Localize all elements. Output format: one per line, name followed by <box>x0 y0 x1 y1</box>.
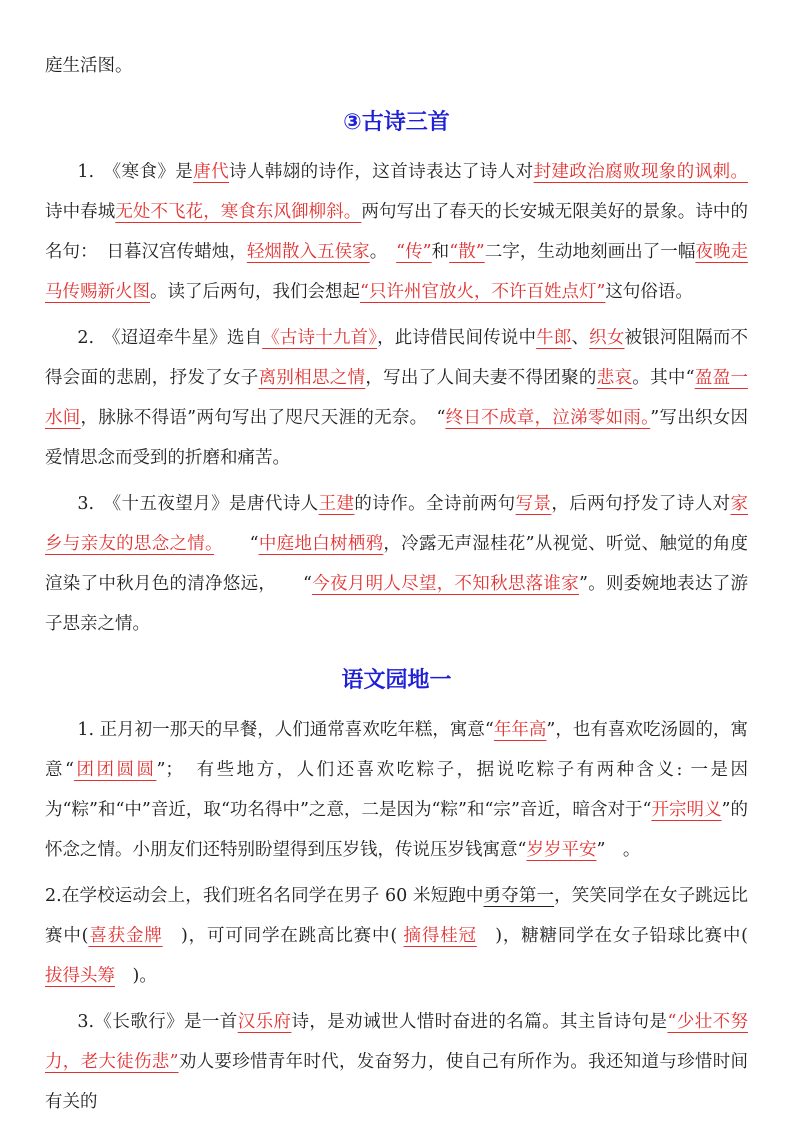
text-run: )，糖糖同学在女子铅球比赛中( <box>476 926 766 946</box>
text-run: ”的怀念之情。小朋友们还特别盼望得到压岁钱，传说压岁钱寓意“ <box>45 800 748 860</box>
text-run: 的诗作。全诗前两句 <box>354 494 516 514</box>
text-run: 3.《长歌行》是一首 <box>77 1012 238 1032</box>
text-run: 中庭地白树栖鸦 <box>258 534 384 554</box>
text-run: ，脉脉不得语”两句写出了咫尺天涯的无奈。 “ <box>80 408 446 428</box>
paragraph <box>45 152 748 312</box>
text-run: ，冷露无声湿桂花”从视觉、听觉、触觉的角度渲染了中秋月色的清净悠远， “ <box>45 534 749 594</box>
text-run: ”，也有喜欢吃汤圆的，寓意“ <box>45 720 748 780</box>
text-run: 拔得头筹 <box>45 966 115 986</box>
text-run: “只许州官放火，不许百姓点灯” <box>360 282 606 302</box>
text-run: 诗人韩翃的诗作，这首诗表达了诗人对 <box>229 162 534 182</box>
section-heading: ③古诗三首 <box>343 110 450 135</box>
paragraph-fragment: 庭生活图。 <box>45 56 133 76</box>
text-run: 喜获金牌 <box>88 926 163 946</box>
text-run: 诗，是劝诫世人惜时奋进的名篇。其主旨诗句是 <box>291 1012 668 1032</box>
section-heading: 语文园地一 <box>341 668 452 693</box>
text-run: 轻烟散入五侯家 <box>246 242 370 262</box>
text-run: 3. 《十五夜望月》是唐代诗人 <box>77 494 319 514</box>
text-run: 牛郎 <box>536 328 572 348</box>
text-run: 家乡与亲友的思念之情。 <box>45 494 749 554</box>
paragraph <box>45 876 766 996</box>
text-run: 劝人要珍惜青年时代，发奋努力，使自己有所作为。我还知道与珍惜时间有关的 <box>45 1052 749 1112</box>
text-run: 无处不飞花，寒食东风御柳斜。 <box>115 202 362 222</box>
paragraph <box>45 710 748 870</box>
text-run: ，此诗借民间传说中 <box>377 328 537 348</box>
text-run: 勇夺第一 <box>483 886 555 906</box>
text-run: 今夜月明人尽望，不知秋思落谁家 <box>311 574 579 594</box>
text-run: ，笑笑同学在女子跳远比赛中( <box>45 886 749 946</box>
text-run: 《古诗十九首》 <box>262 328 378 348</box>
text-run: ，后两句抒发了诗人对 <box>551 494 731 514</box>
text-run: 汉乐府 <box>237 1012 292 1032</box>
text-run: 。 <box>369 242 397 262</box>
text-run: 封建政治腐败现象的讽刺。 <box>533 162 749 182</box>
text-run: 两句写出了春天的长安城无限美好的景象。诗中的名句： 日暮汉宫传蜡烛， <box>45 202 749 262</box>
text-run: ” 。 <box>596 840 641 860</box>
text-run: ，写出了人间夫妻不得团聚的 <box>365 368 597 388</box>
text-run: 终日不成章，泣涕零如雨。 <box>445 408 651 428</box>
text-run: 唐代 <box>193 162 230 182</box>
text-run: 诗中春城 <box>45 202 116 222</box>
text-run: 摘得桂冠 <box>403 926 477 946</box>
text-run: 王建 <box>318 494 355 514</box>
text-run: 团团圆圆 <box>73 760 157 780</box>
text-run: 。读了后两句，我们会想起 <box>150 282 360 302</box>
text-run: 1. 《寒食》是 <box>77 162 194 182</box>
text-run: 悲哀 <box>596 368 633 388</box>
text-run: 被银河阻隔而不得会面的悲剧，抒发了女子 <box>45 328 749 388</box>
text-run: “传” <box>396 242 432 262</box>
text-run: ”； 有些地方，人们还喜欢吃粽子，据说吃粽子有两种含义: 一是因为“粽”和“中”音近，取“功名得中”之意，二是因为“粽”和“宗”音近，暗含对于“ <box>45 760 748 820</box>
paragraph <box>45 484 748 644</box>
paragraph <box>45 318 748 478</box>
text-run: 2. 《迢迢牵牛星》选自 <box>77 328 263 348</box>
text-run: 年年高 <box>493 720 547 740</box>
text-run: 离别相思之情 <box>258 368 366 388</box>
text-run: ”。则委婉地表达了游子思亲之情。 <box>45 574 748 634</box>
document-content <box>45 108 766 1122</box>
text-run: 盈盈一水间 <box>45 368 749 428</box>
text-run: )。 <box>115 966 157 986</box>
text-run: 夜晚走马传赐新火图 <box>45 242 749 302</box>
text-run: 岁岁平安 <box>526 840 597 860</box>
text-run: 织女 <box>589 328 625 348</box>
text-run: 2.在学校运动会上，我们班名名同学在男子 60 米短跑中 <box>45 886 484 906</box>
text-run: 写景 <box>515 494 552 514</box>
text-run: 。其中“ <box>632 368 695 388</box>
text-run: 1. 正月初一那天的早餐，人们通常喜欢吃年糕，寓意“ <box>77 720 494 740</box>
text-run: ”写出织女因爱情思念而受到的折磨和痛苦。 <box>45 408 749 468</box>
text-run: )，可可同学在跳高比赛中( <box>162 926 404 946</box>
text-run: 、 <box>571 328 590 348</box>
text-run: “少壮不努力，老大徒伤悲” <box>45 1012 749 1072</box>
text-run: 二字，生动地刻画出了一幅 <box>484 242 696 262</box>
paragraph <box>45 1002 748 1122</box>
text-run: “散” <box>449 242 485 262</box>
text-run: 这句俗语。 <box>605 282 693 302</box>
text-run: 开宗明义 <box>651 800 722 820</box>
text-run: “ <box>214 534 259 554</box>
text-run: 和 <box>431 242 450 262</box>
